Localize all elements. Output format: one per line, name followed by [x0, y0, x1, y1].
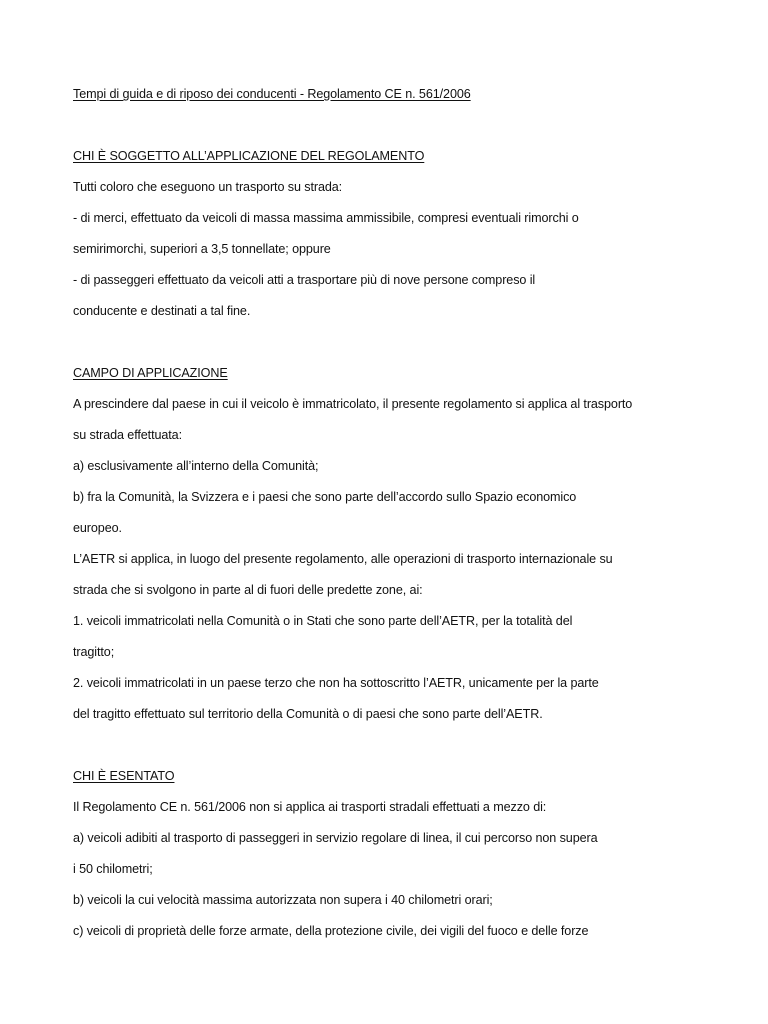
section-heading-soggetti: CHI È SOGGETTO ALL’APPLICAZIONE DEL REGOLAMENTO — [73, 149, 425, 163]
paragraph-line: conducente e destinati a tal fine. — [73, 304, 251, 318]
paragraph-line: strada che si svolgono in parte al di fuori delle predette zone, ai: — [73, 583, 423, 597]
paragraph-line: tragitto; — [73, 645, 115, 659]
paragraph-line: europeo. — [73, 521, 122, 535]
paragraph-line: semirimorchi, superiori a 3,5 tonnellate; oppure — [73, 242, 331, 256]
paragraph-line: - di passeggeri effettuato da veicoli atti a trasportare più di nove persone compreso il — [73, 273, 536, 287]
paragraph-line: b) fra la Comunità, la Svizzera e i paesi che sono parte dell’accordo sullo Spazio economico — [73, 490, 577, 504]
paragraph-line: c) veicoli di proprietà delle forze armate, della protezione civile, dei vigili del fuoco e delle forze — [73, 924, 589, 938]
paragraph-line: Tutti coloro che eseguono un trasporto su strada: — [73, 180, 343, 194]
paragraph-line: - di merci, effettuato da veicoli di massa massima ammissibile, compresi eventuali rimorchi o — [73, 211, 579, 225]
paragraph-line: A prescindere dal paese in cui il veicolo è immatricolato, il presente regolamento si applica al trasporto — [73, 397, 633, 411]
paragraph-line: Il Regolamento CE n. 561/2006 non si applica ai trasporti stradali effettuati a mezzo di: — [73, 800, 547, 814]
paragraph-line: 1. veicoli immatricolati nella Comunità o in Stati che sono parte dell’AETR, per la totalità del — [73, 614, 573, 628]
paragraph-line: su strada effettuata: — [73, 428, 182, 442]
paragraph-line: L’AETR si applica, in luogo del presente regolamento, alle operazioni di trasporto internazionale su — [73, 552, 613, 566]
paragraph-line: 2. veicoli immatricolati in un paese terzo che non ha sottoscritto l’AETR, unicamente per la parte — [73, 676, 599, 690]
paragraph-line: a) veicoli adibiti al trasporto di passeggeri in servizio regolare di linea, il cui percorso non supera — [73, 831, 598, 845]
paragraph-line: a) esclusivamente all’interno della Comunità; — [73, 459, 319, 473]
paragraph-line: del tragitto effettuato sul territorio della Comunità o di paesi che sono parte dell’AETR. — [73, 707, 543, 721]
section-heading-campo: CAMPO DI APPLICAZIONE — [73, 366, 228, 380]
paragraph-line: b) veicoli la cui velocità massima autorizzata non supera i 40 chilometri orari; — [73, 893, 493, 907]
paragraph-line: i 50 chilometri; — [73, 862, 153, 876]
section-heading-esentati: CHI È ESENTATO — [73, 769, 175, 783]
document-title: Tempi di guida e di riposo dei conducenti - Regolamento CE n. 561/2006 — [73, 87, 471, 101]
